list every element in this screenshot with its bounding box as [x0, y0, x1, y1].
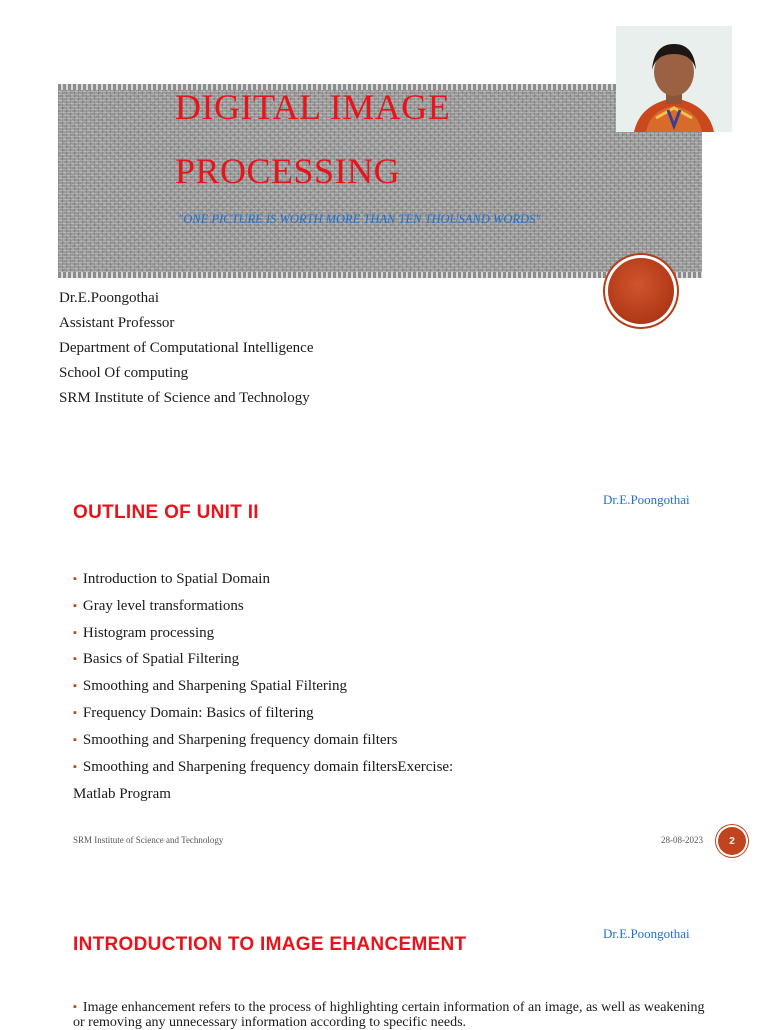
slide-title — [0, 0, 768, 440]
bullet-square-icon: ▪ — [73, 573, 77, 585]
footer-date: 28-08-2023 — [661, 835, 703, 845]
list-item-continuation: Matlab Program — [73, 786, 171, 802]
banner-stripe-bottom — [58, 272, 702, 278]
slide-title-line1: DIGITAL IMAGE — [175, 87, 451, 127]
author-department: Department of Computational Intelligence — [59, 340, 314, 356]
slide-author-tag: Dr.E.Poongothai — [603, 926, 690, 941]
presenter-photo — [616, 26, 732, 132]
author-institute: SRM Institute of Science and Technology — [59, 390, 310, 406]
intro-paragraph: ▪ Image enhancement refers to the process of highlighting certain information of an image, as well as weakening or removing any unnecessary information according to specific needs. — [73, 1000, 705, 1030]
bullet-square-icon: ▪ — [73, 626, 77, 639]
slide-title-line2: PROCESSING — [175, 151, 401, 191]
slide-outline — [0, 470, 768, 860]
decorative-circle — [608, 258, 674, 324]
list-item: ▪ Smoothing and Sharpening frequency domain filtersExercise: — [73, 754, 453, 781]
list-item: ▪ Smoothing and Sharpening Spatial Filtering — [73, 673, 453, 700]
author-title: Assistant Professor — [59, 315, 175, 331]
bullet-square-icon: ▪ — [73, 653, 77, 666]
slide-subtitle-quote: "ONE PICTURE IS WORTH MORE THAN TEN THOUSAND WORDS" — [178, 212, 541, 226]
bullet-square-icon: ▪ — [73, 760, 77, 773]
list-item: ▪ Introduction to Spatial Domain — [73, 566, 453, 593]
slide-introduction — [0, 890, 768, 1030]
page-number-badge: 2 — [718, 827, 746, 855]
list-item: ▪ Smoothing and Sharpening frequency domain filters — [73, 727, 453, 754]
bullet-square-icon: ▪ — [73, 706, 77, 719]
footer-institute: SRM Institute of Science and Technology — [73, 835, 224, 845]
slide-heading: OUTLINE OF UNIT II — [73, 502, 259, 523]
author-block — [59, 286, 314, 411]
bullet-square-icon: ▪ — [73, 599, 77, 612]
list-item: ▪ Basics of Spatial Filtering — [73, 646, 453, 673]
bullet-square-icon: ▪ — [73, 733, 77, 746]
author-school: School Of computing — [59, 365, 189, 381]
outline-list — [73, 566, 453, 780]
presenter-portrait-icon — [616, 26, 732, 132]
bullet-square-icon: ▪ — [73, 680, 77, 693]
slide-heading: INTRODUCTION TO IMAGE EHANCEMENT — [73, 934, 467, 955]
bullet-square-icon: ▪ — [73, 1001, 77, 1013]
author-name: Dr.E.Poongothai — [59, 290, 159, 306]
slide-author-tag: Dr.E.Poongothai — [603, 492, 690, 507]
list-item: ▪ Histogram processing — [73, 620, 453, 647]
list-item: ▪ Frequency Domain: Basics of filtering — [73, 700, 453, 727]
list-item: ▪ Gray level transformations — [73, 593, 453, 620]
